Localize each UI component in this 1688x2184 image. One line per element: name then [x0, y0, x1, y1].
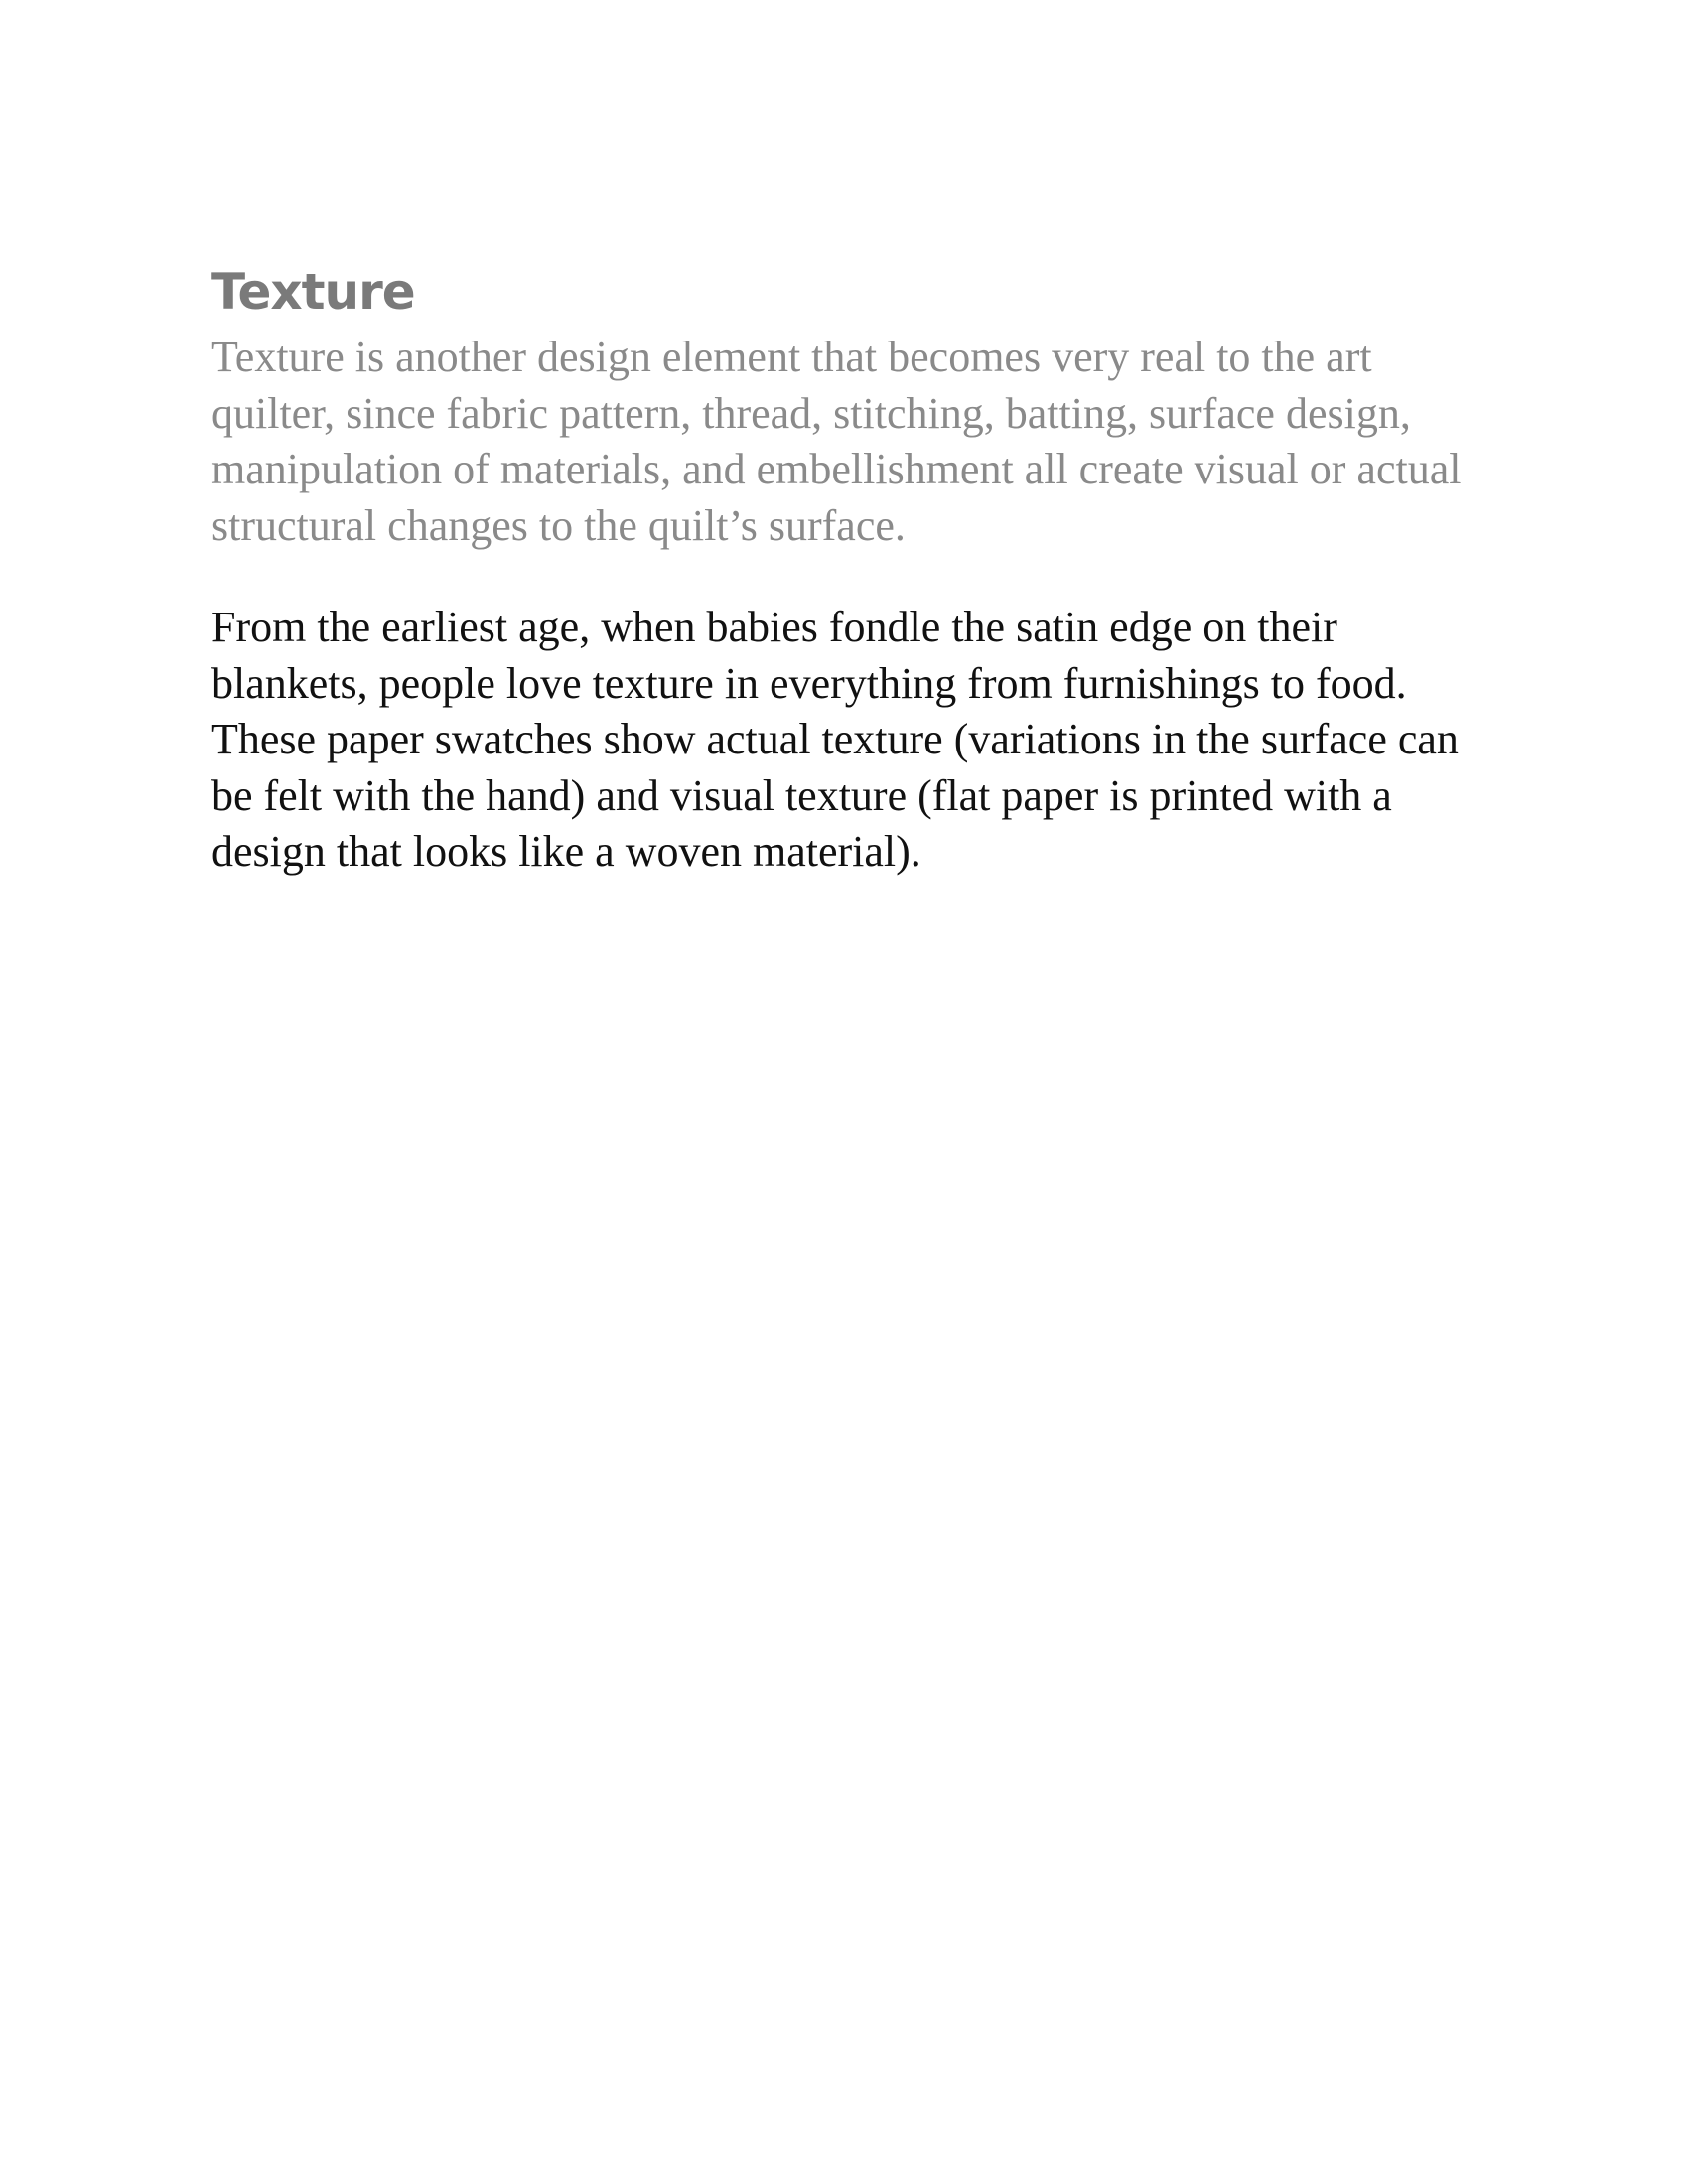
section-heading: Texture: [211, 263, 415, 321]
content-block: [211, 256, 1463, 881]
body-paragraph: From the earliest age, when babies fondle the satin edge on their blankets, people love texture in everything from furnishings to food. These paper swatches show actual texture (variations in the surface can be felt with the hand) and visual texture (flat paper is printed with a design that looks like a woven material).: [211, 603, 1459, 876]
intro-paragraph: Texture is another design element that becomes very real to the art quilter, since fabric pattern, thread, stitching, batting, surface design, manipulation of materials, and embellishment all create visual or actual structural changes to the quilt’s surface.: [211, 333, 1462, 550]
